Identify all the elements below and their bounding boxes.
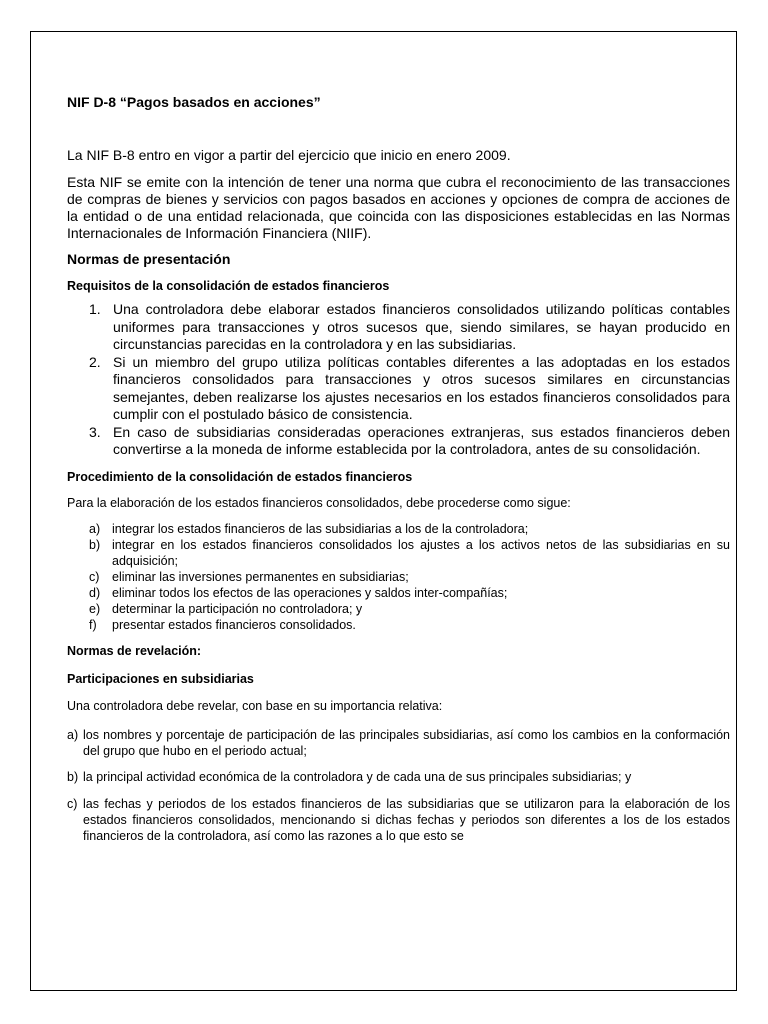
- document-body: [67, 94, 730, 844]
- list-marker: 2.: [89, 353, 101, 370]
- list-item-text: determinar la participación no controladora; y: [112, 601, 363, 616]
- intro-paragraph-1: La NIF B-8 entro en vigor a partir del ejercicio que inicio en enero 2009.: [67, 147, 511, 163]
- disclosure-intro: Una controladora debe revelar, con base en su importancia relativa:: [67, 698, 443, 713]
- list-marker: 3.: [89, 423, 101, 440]
- list-item-text: integrar los estados financieros de las subsidiarias a los de la controladora;: [112, 521, 529, 536]
- list-marker: c): [67, 796, 78, 811]
- procedure-heading: Procedimiento de la consolidación de estados financieros: [67, 469, 413, 484]
- list-marker: b): [89, 537, 101, 552]
- list-item-text: los nombres y porcentaje de participación de las principales subsidiarias, así como los cambios en la conformación del grupo que hubo en el periodo actual;: [83, 727, 730, 758]
- list-item: [67, 301, 730, 354]
- list-marker: a): [67, 727, 79, 742]
- list-marker: f): [89, 617, 97, 632]
- list-item: [67, 354, 730, 424]
- presentation-heading: Normas de presentación: [67, 251, 231, 267]
- list-item-text: eliminar todos los efectos de las operaciones y saldos inter-compañías;: [112, 585, 508, 600]
- list-marker: 1.: [89, 301, 101, 317]
- list-item-text: Una controladora debe elaborar estados financieros consolidados utilizando políticas contables uniformes para transacciones y otros sucesos que, siendo similares, se hayan producido en circunstancias parecidas en la controladora y en las subsidiarias.: [113, 301, 730, 352]
- subsidiaries-heading: Participaciones en subsidiarias: [67, 671, 254, 686]
- list-item: [67, 585, 730, 601]
- disclosure-heading: Normas de revelación:: [67, 643, 202, 658]
- document-page: [30, 31, 737, 991]
- procedure-list: [67, 521, 730, 633]
- list-item-text: las fechas y periodos de los estados financieros de las subsidiarias que se utilizaron para la elaboración de los estados financieros consolidados, mencionando si dichas fechas y periodos son diferentes a los de los estados financieros de la controladora, así como las razones a lo que esto se: [83, 796, 730, 843]
- list-item-text: integrar en los estados financieros consolidados los ajustes a los activos netos de las subsidiarias en su adquisición;: [112, 537, 730, 568]
- list-item: [67, 601, 730, 617]
- list-item: [67, 521, 730, 537]
- list-marker: e): [89, 601, 101, 616]
- list-marker: c): [89, 569, 100, 584]
- list-item-text: En caso de subsidiarias consideradas operaciones extranjeras, sus estados financieros deben convertirse a la moneda de informe establecida por la controladora, antes de su consolidación.: [113, 423, 730, 457]
- list-item-text: presentar estados financieros consolidados.: [112, 617, 356, 632]
- list-item-text: eliminar las inversiones permanentes en subsidiarias;: [112, 569, 409, 584]
- intro-paragraph-2: Esta NIF se emite con la intención de tener una norma que cubra el reconocimiento de las transacciones de compras de bienes y servicios con pagos basados en acciones y opciones de compra de acciones de la entidad o de una entidad relacionada, que coincida con las disposiciones establecidas en las Normas Internacionales de Información Financiera (NIIF).: [67, 174, 730, 241]
- procedure-intro: Para la elaboración de los estados financieros consolidados, debe procederse como sigue:: [67, 495, 571, 510]
- list-marker: a): [89, 521, 101, 536]
- list-marker: d): [89, 585, 101, 600]
- disclosure-item: [67, 769, 730, 785]
- document-title: NIF D-8 “Pagos basados en acciones”: [67, 94, 321, 110]
- list-item-text: Si un miembro del grupo utiliza políticas contables diferentes a las adoptadas en los estados financieros consolidados para transacciones y otros sucesos similares en circunstancias semejantes, deben realizarse los ajustes necesarios en los estados financieros consolidados para cumplir con el postulado básico de consistencia.: [113, 353, 730, 422]
- list-item: [67, 537, 730, 569]
- list-item: [67, 569, 730, 585]
- disclosure-item: [67, 727, 730, 759]
- list-item-text: la principal actividad económica de la controladora y de cada una de sus principales subsidiarias; y: [83, 769, 632, 784]
- disclosure-item: [67, 796, 730, 844]
- requirements-list: [67, 301, 730, 459]
- list-item: [67, 424, 730, 459]
- consolidation-requirements-heading: Requisitos de la consolidación de estados financieros: [67, 279, 390, 293]
- list-item: [67, 617, 730, 633]
- list-marker: b): [67, 769, 79, 784]
